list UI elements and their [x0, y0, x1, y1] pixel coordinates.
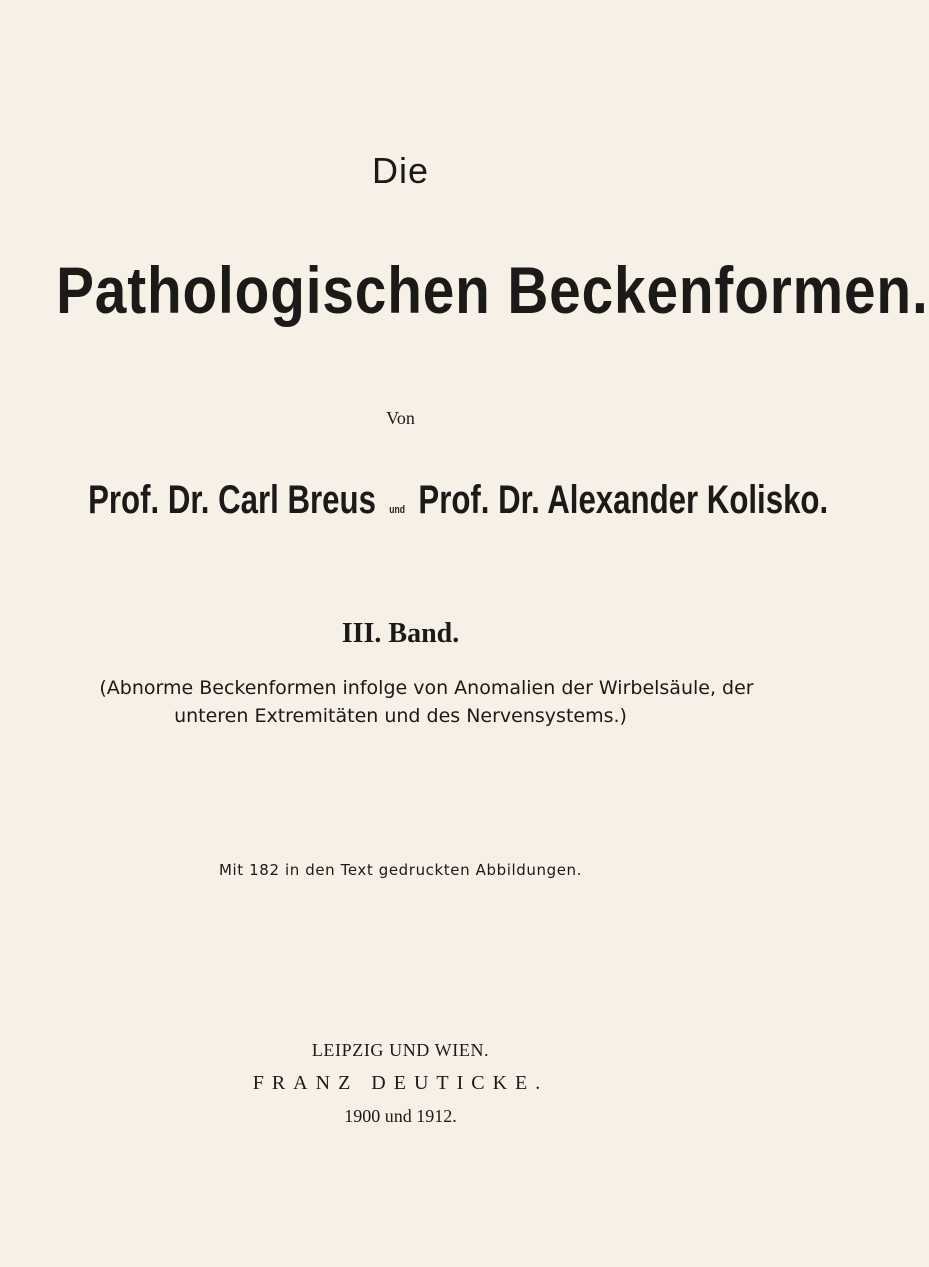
subtitle-line-2: unteren Extremitäten und des Nervensystems.) [174, 705, 627, 727]
author-1: Prof. Dr. Carl Breus [88, 478, 376, 522]
main-title: Pathologischen Beckenformen. [56, 253, 929, 327]
subtitle [0, 674, 801, 730]
title-pre: Die [371, 150, 430, 191]
author-conjunction: und [389, 504, 406, 516]
authors [88, 478, 829, 523]
author-2: Prof. Dr. Alexander Kolisko. [418, 478, 829, 522]
imprint-place: LEIPZIG UND WIEN. [311, 1040, 490, 1060]
subtitle-line-1: (Abnorme Beckenformen infolge von Anomalien der Wirbelsäule, der [99, 677, 754, 699]
by-line: Von [386, 408, 415, 428]
volume-label: III. Band. [341, 618, 460, 649]
imprint-publisher: FRANZ DEUTICKE. [252, 1072, 549, 1094]
illustrations-note: Mit 182 in den Text gedruckten Abbildungen. [219, 861, 582, 879]
imprint-years: 1900 und 1912. [344, 1106, 457, 1126]
